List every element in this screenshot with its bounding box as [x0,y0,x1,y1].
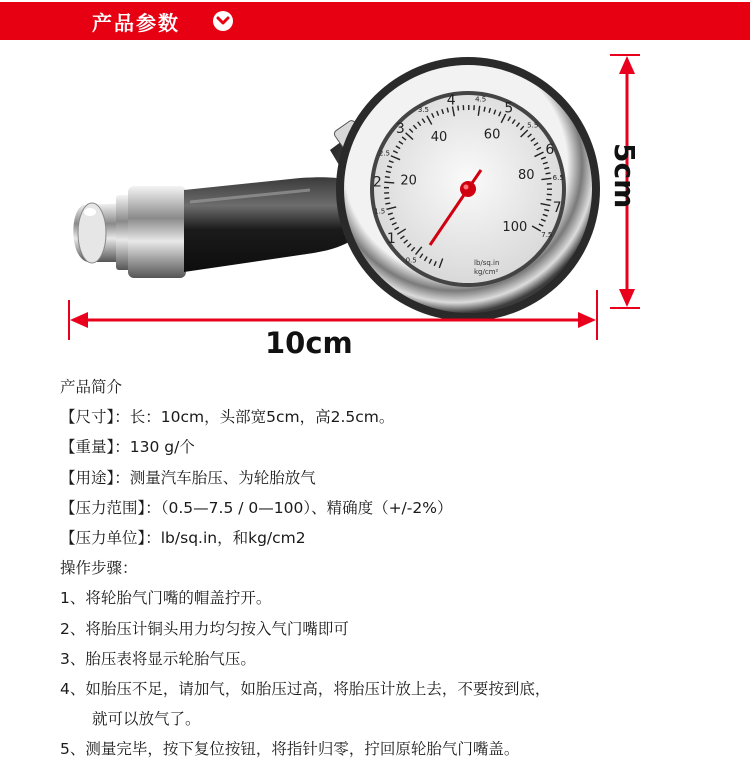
gauge-tick [384,182,394,183]
black-hose [184,177,360,272]
gauge-unit-1: lb/sq.in [474,259,500,267]
step-4-continued: 就可以放气了。 [92,710,201,729]
spec-range: 【压力范围】：（0.5—7.5 / 0—100）、精确度（+/-2%） [60,498,453,517]
gauge-tick [385,203,390,204]
gauge-half-number: 6.5 [552,173,564,182]
gauge-tick [385,198,390,199]
step-4: 4、如胎压不足，请加气，如胎压过高，将胎压计放上去，不要按到底， [60,680,551,699]
chevron-down-circle-icon [213,11,233,31]
gauge-tick [484,107,485,112]
gauge-outer-number: 7 [552,199,562,216]
spec-block [60,372,740,765]
gauge-body [336,57,600,321]
gauge-outer-number: 3 [395,121,405,138]
gauge-tick [458,106,459,111]
gauge-outer-number: 6 [545,142,555,159]
step-3: 3、胎压表将显示轮胎气压。 [60,649,256,668]
gauge-inner-number: 60 [483,127,501,143]
gauge-half-number: 0.5 [405,256,417,265]
gauge-inner-number: 20 [400,173,417,189]
gauge-tick [546,199,551,200]
spec-weight: 【重量】：130 g/个 [60,438,195,457]
gauge-half-number: 4.5 [475,95,487,104]
gauge-tick [385,177,390,178]
step-1: 1、将轮胎气门嘴的帽盖拧开。 [60,589,272,608]
gauge-half-number: 5.5 [527,121,539,130]
gauge-outer-number: 5 [504,100,514,117]
step-5: 5、测量完毕，按下复位按钮，将指针归零，拧回原轮胎气门嘴盖。 [60,740,520,759]
gauge-half-number: 3.5 [417,106,429,115]
height-label: 5cm [608,143,641,209]
gauge-half-number: 2.5 [378,149,391,158]
spec-unit: 【压力单位】：lb/sq.in，和kg/cm2 [60,529,306,548]
width-label: 10cm [265,326,353,360]
gauge-inner-number: 40 [430,129,448,145]
gauge-half-number: 1.5 [374,207,386,216]
gauge-inner-number: 100 [502,220,528,236]
gauge-outer-number: 1 [386,231,396,248]
gauge-half-number: 7.5 [541,230,553,239]
gauge-unit-2: kg/cm² [474,268,499,276]
steps-title: 操作步骤： [60,559,138,578]
chuck-head [73,186,186,278]
spec-usage: 【用途】：测量汽车胎压、为轮胎放气 [60,468,316,487]
gauge-outer-number: 2 [372,174,382,191]
spec-size: 【尺寸】：长：10cm，头部宽5cm，高2.5cm。 [60,408,395,427]
gauge-inner-number: 80 [517,168,535,184]
step-2: 2、将胎压计铜头用力均匀按入气门嘴即可 [60,619,349,638]
gauge-outer-number: 4 [446,92,456,109]
section-header-bar [0,2,750,40]
intro-title: 产品简介 [60,378,123,396]
section-title: 产品参数 [92,11,180,35]
gauge-tick [546,173,551,174]
